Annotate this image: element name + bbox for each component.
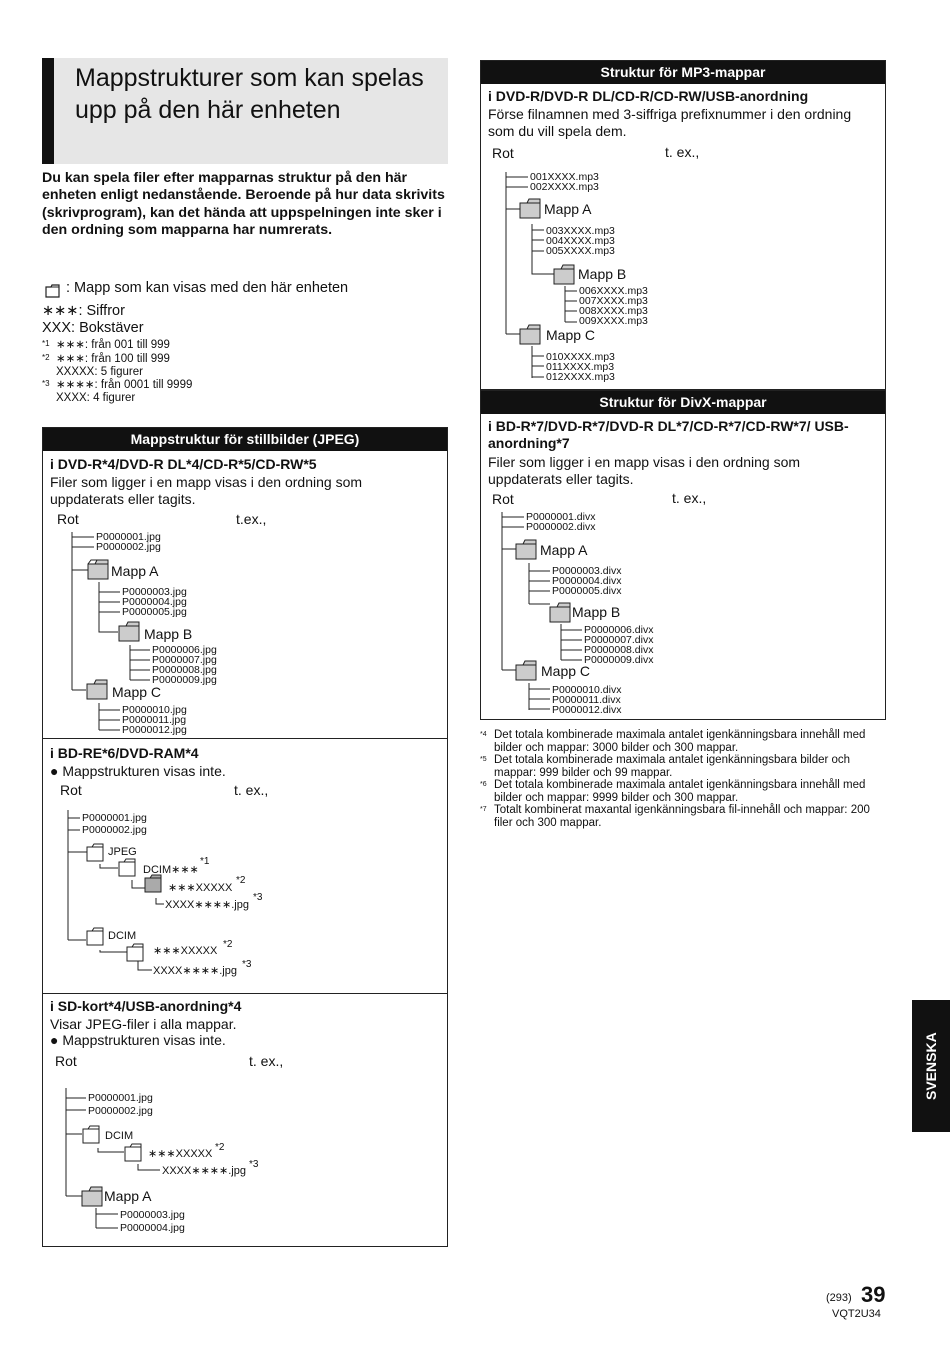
legend-digits: ∗∗∗: Siffror — [42, 303, 125, 319]
jpeg-s1-title: i DVD-R*4/DVD-R DL*4/CD-R*5/CD-RW*5 — [50, 456, 317, 472]
folder-icon — [82, 1124, 100, 1149]
file-name: P0000001.jpg — [82, 812, 147, 824]
footnote — [480, 754, 880, 779]
file-name: P0000007.jpg — [152, 654, 217, 666]
file-name: P0000004.jpg — [122, 596, 187, 608]
footnote-ref: *3 — [249, 1159, 259, 1170]
intro-paragraph: Du kan spela filer efter mapparnas struktur på den här enheten enligt nedanstående. Beroende på hur data skrivits (skrivprogram), kan det hända att uppspelningen inte sker i den ordning som mapparna har numrerats. — [42, 170, 445, 238]
folder-icon — [86, 926, 104, 951]
file-name: P0000002.divx — [526, 521, 596, 533]
footnote-text: Det totala kombinerade maximala antalet igenkänningsbara innehåll med bilder och mappar: 3000 bilder och 300 mappar. — [494, 729, 866, 754]
folder-label: Mapp A — [104, 1188, 152, 1204]
jpeg-s3-body2: ● Mappstrukturen visas inte. — [50, 1032, 226, 1048]
divx-ex: t. ex., — [672, 490, 707, 506]
footnote-mark: *7 — [480, 806, 487, 813]
jpeg-s3-title: i SD-kort*4/USB-anordning*4 — [50, 998, 242, 1014]
folder-label: Mapp B — [144, 626, 193, 642]
divx-header: Struktur för DivX-mappar — [481, 391, 885, 414]
file-name: P0000005.jpg — [122, 606, 187, 618]
file-name: P0000003.jpg — [120, 1209, 185, 1221]
file-name: P0000002.jpg — [82, 824, 147, 836]
divx-body: Filer som ligger i en mapp visas i den ordning som uppdaterats eller tagits. — [488, 454, 801, 487]
file-name: XXXX∗∗∗∗.jpg — [165, 899, 249, 911]
jpeg-s3-ex: t. ex., — [249, 1053, 284, 1069]
fn2-mark: *2 — [42, 353, 50, 362]
file-name: 011XXXX.mp3 — [546, 361, 615, 373]
file-name: P0000005.divx — [552, 585, 622, 597]
file-name: P0000008.jpg — [152, 664, 217, 676]
jpeg-s3-rot: Rot — [55, 1053, 77, 1069]
footnote-mark: *6 — [480, 781, 487, 788]
folder-icon — [85, 677, 109, 706]
footnote — [480, 779, 880, 804]
fn2-text-b: XXXXX: 5 figurer — [56, 366, 143, 378]
folder-label: Mapp B — [578, 266, 627, 282]
file-name: 008XXXX.mp3 — [579, 305, 648, 317]
file-name: P0000003.jpg — [122, 586, 187, 598]
folder-label: Mapp A — [111, 563, 159, 579]
legend-folder-text: : Mapp som kan visas med den här enheten — [66, 280, 349, 296]
file-name: P0000006.jpg — [152, 644, 217, 656]
file-name: P0000004.divx — [552, 575, 622, 587]
folder-label: ∗∗∗XXXXX — [168, 882, 233, 894]
fn3-mark: *3 — [42, 379, 50, 388]
file-name: P0000010.divx — [552, 684, 622, 696]
file-name: P0000002.jpg — [96, 541, 161, 553]
legend-letters: XXX: Bokstäver — [42, 320, 144, 336]
footnote-ref: *2 — [223, 939, 233, 950]
folder-label: DCIM∗∗∗ — [143, 864, 199, 876]
file-name: 006XXXX.mp3 — [579, 285, 648, 297]
footnote-mark: *5 — [480, 756, 487, 763]
doc-code: VQT2U34 — [832, 1308, 881, 1320]
folder-icon — [86, 842, 104, 867]
folder-label: Mapp A — [540, 542, 588, 558]
fn2-text-a: ∗∗∗: från 100 till 999 — [56, 353, 170, 365]
file-name: P0000010.jpg — [122, 704, 187, 716]
language-tab-label: SVENSKA — [923, 1032, 939, 1100]
footnote-text: Det totala kombinerade maximala antalet igenkänningsbara innehåll med bilder och mappar: 9999 bilder och 300 mappar. — [494, 779, 866, 804]
divx-title: i BD-R*7/DVD-R*7/DVD-R DL*7/CD-R*7/CD-RW*7/ USB-anordning*7 — [488, 418, 849, 451]
page-title: Mappstrukturer som kan spelas upp på den här enheten — [75, 64, 424, 124]
footnote — [480, 804, 880, 829]
footnote-ref: *2 — [236, 875, 246, 886]
file-name: P0000002.jpg — [88, 1105, 153, 1117]
jpeg-s1-rot: Rot — [57, 511, 79, 527]
fn3-text-b: XXXX: 4 figurer — [56, 392, 136, 404]
file-name: P0000011.divx — [552, 694, 621, 706]
folder-label: Mapp B — [572, 604, 621, 620]
file-name: P0000001.jpg — [96, 531, 161, 543]
footnote-text: Totalt kombinerat maxantal igenkänningsbara fil-innehåll och mappar: 200 filer och 300 mappar. — [494, 804, 870, 829]
file-name: 005XXXX.mp3 — [546, 245, 615, 257]
footnote — [480, 729, 880, 754]
jpeg-s2-title: i BD-RE*6/DVD-RAM*4 — [50, 745, 199, 761]
folder-icon — [124, 1142, 142, 1167]
file-name: P0000001.divx — [526, 511, 596, 523]
file-name: 001XXXX.mp3 — [530, 171, 599, 183]
fn3-text-a: ∗∗∗∗: från 0001 till 9999 — [56, 379, 193, 391]
file-name: 012XXXX.mp3 — [546, 371, 615, 383]
folder-label: Mapp C — [546, 327, 596, 343]
folder-icon — [117, 619, 141, 648]
footnote-ref: *1 — [200, 856, 210, 867]
jpeg-s2-ex: t. ex., — [234, 782, 269, 798]
file-name: P0000012.divx — [552, 704, 622, 716]
jpeg-s1-ex: t.ex., — [236, 511, 267, 527]
mp3-title: i DVD-R/DVD-R DL/CD-R/CD-RW/USB-anordning — [488, 88, 809, 104]
folder-label: DCIM — [108, 930, 137, 942]
file-name: XXXX∗∗∗∗.jpg — [153, 965, 237, 977]
folder-icon — [86, 557, 110, 586]
folder-icon — [80, 1184, 104, 1213]
folder-label: Mapp C — [541, 663, 591, 679]
folder-icon — [144, 873, 162, 898]
file-name: P0000006.divx — [584, 624, 654, 636]
file-name: P0000003.divx — [552, 565, 622, 577]
folder-icon — [126, 942, 144, 967]
folder-label: ∗∗∗XXXXX — [153, 945, 218, 957]
footnote-text: Det totala kombinerade maximala antalet igenkänningsbara bilder och mappar: 999 bilder och 99 mappar. — [494, 754, 851, 779]
file-name: P0000012.jpg — [122, 724, 187, 736]
mp3-rot: Rot — [492, 145, 514, 161]
file-name: 002XXXX.mp3 — [530, 181, 599, 193]
file-name: P0000011.jpg — [122, 714, 187, 726]
folder-label: ∗∗∗XXXXX — [148, 1148, 213, 1160]
folder-label: JPEG — [108, 846, 137, 858]
jpeg-s1-body: Filer som ligger i en mapp visas i den ordning som uppdaterats eller tagits. — [50, 474, 363, 507]
fn1-mark: *1 — [42, 339, 50, 348]
file-name: P0000001.jpg — [88, 1092, 153, 1104]
folder-label: Mapp A — [544, 201, 592, 217]
jpeg-s2-body: ● Mappstrukturen visas inte. — [50, 763, 226, 779]
file-name: 009XXXX.mp3 — [579, 315, 648, 327]
fn1-text: ∗∗∗: från 001 till 999 — [56, 339, 170, 351]
mp3-header: Struktur för MP3-mappar — [481, 61, 885, 84]
file-name: 007XXXX.mp3 — [579, 295, 648, 307]
mp3-body: Förse filnamnen med 3-siffriga prefixnummer i den ordning som du vill spela dem. — [488, 106, 852, 139]
footnotes — [480, 729, 880, 829]
page-ref: (293) — [826, 1292, 852, 1304]
file-name: P0000004.jpg — [120, 1222, 185, 1234]
file-name: P0000009.divx — [584, 654, 654, 666]
folder-label: Mapp C — [112, 684, 162, 700]
file-name: 003XXXX.mp3 — [546, 225, 615, 237]
file-name: 004XXXX.mp3 — [546, 235, 615, 247]
jpeg-s3-body1: Visar JPEG-filer i alla mappar. — [50, 1016, 237, 1032]
footnote-ref: *3 — [253, 892, 263, 903]
jpeg-s2-rot: Rot — [60, 782, 82, 798]
mp3-ex: t. ex., — [665, 144, 700, 160]
file-name: XXXX∗∗∗∗.jpg — [162, 1165, 246, 1177]
file-name: 010XXXX.mp3 — [546, 351, 615, 363]
folder-label: DCIM — [105, 1130, 134, 1142]
jpeg-header: Mappstruktur för stillbilder (JPEG) — [43, 428, 447, 451]
file-name: P0000008.divx — [584, 644, 654, 656]
file-name: P0000007.divx — [584, 634, 654, 646]
footnote-ref: *3 — [242, 959, 252, 970]
folder-icon — [118, 857, 136, 882]
file-name: P0000009.jpg — [152, 674, 217, 686]
divx-rot: Rot — [492, 491, 514, 507]
footnote-ref: *2 — [215, 1142, 225, 1153]
page-number: 39 — [861, 1282, 886, 1307]
footnote-mark: *4 — [480, 731, 487, 738]
